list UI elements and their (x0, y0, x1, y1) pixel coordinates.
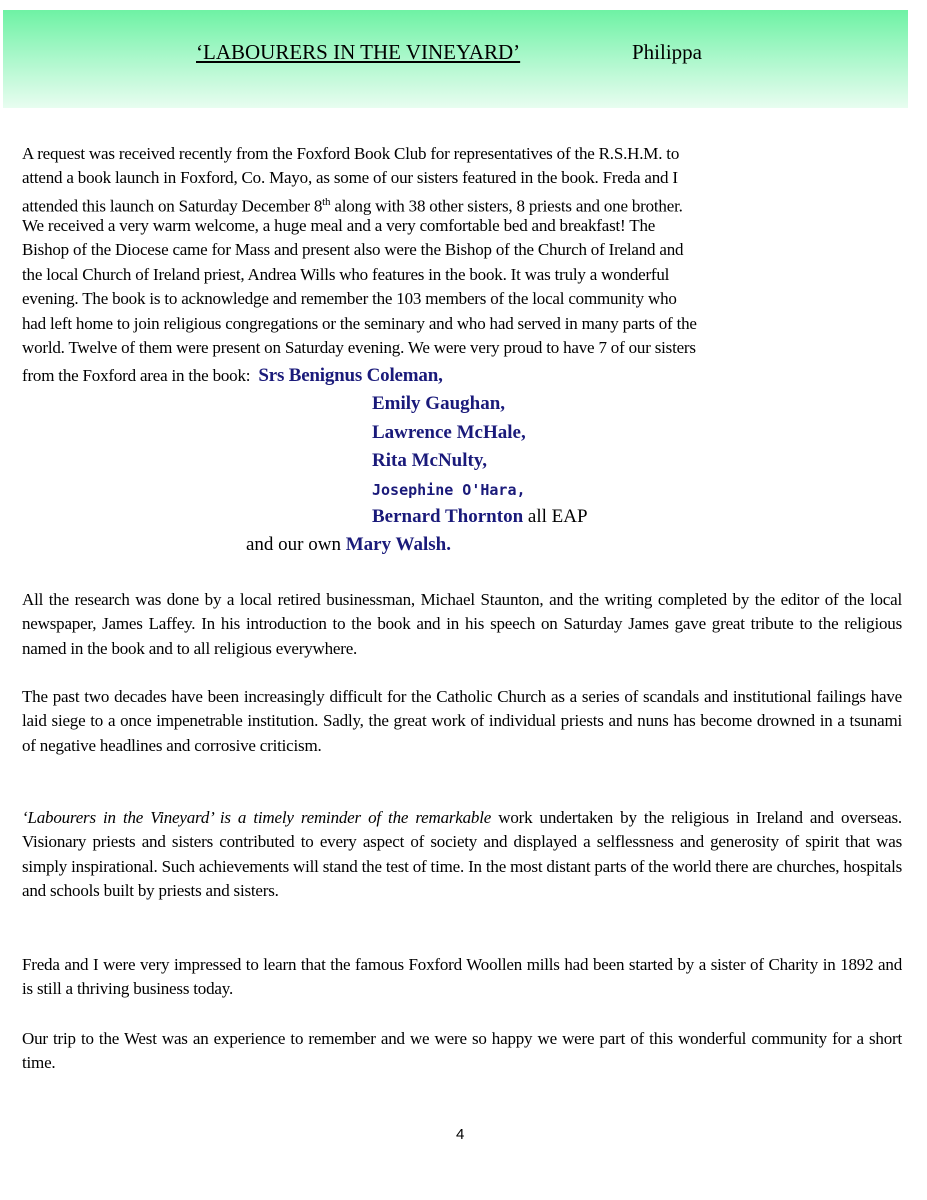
article-title: ‘LABOURERS IN THE VINEYARD’ (196, 40, 521, 64)
sister-name-line (372, 391, 505, 417)
sister-name: Mary Walsh. (345, 534, 451, 555)
closing-paragraph: Our trip to the West was an experience to remember and we were so happy we were part of this wonderful community for a short time. (22, 1029, 902, 1073)
superscript: th (322, 196, 331, 208)
research-paragraph: All the research was done by a local retired businessman, Michael Staunton, and the writing completed by the editor of the local newspaper, James Laffey. In his introduction to the book and in his speech on Saturday James gave great tribute to the religious named in the book and to all religious everywhere. (22, 590, 902, 658)
sister-name-line (372, 448, 487, 474)
sister-name: Bernard Thornton (372, 506, 524, 527)
intro-line: evening. The book is to acknowledge and remember the 103 members of the local community who (22, 289, 677, 308)
sister-name-line (246, 532, 451, 558)
sister-name: Rita McNulty, (372, 450, 488, 471)
sister-name-line (372, 420, 526, 446)
page-number: 4 (456, 1126, 465, 1143)
reminder-text: work undertaken by the religious in Ireland and overseas. Visionary priests and sisters contributed to every aspect of society and displayed a selflessness and generosity of spirit that was simply inspirational. Such achievements will stand the test of time. In the most distant parts of the world there are churches, hospitals and schools built by priests and sisters. (22, 808, 903, 901)
sister-name: Josephine O'Hara, (372, 481, 526, 499)
reminder-paragraph (22, 806, 902, 904)
intro-text: from the Foxford area in the book: (22, 366, 255, 385)
intro-line: attend a book launch in Foxford, Co. Mayo, as some of our sisters featured in the book. Freda and I (22, 168, 678, 187)
intro-line: A request was received recently from the Foxford Book Club for representatives of the R.S.H.M. to (22, 144, 680, 163)
intro-line: the local Church of Ireland priest, Andrea Wills who features in the book. It was truly a wonderful (22, 265, 670, 284)
intro-line: We received a very warm welcome, a huge meal and a very comfortable bed and breakfast! The (22, 216, 656, 235)
decades-paragraph: The past two decades have been increasingly difficult for the Catholic Church as a series of scandals and institutional failings have laid siege to a once impenetrable institution. Sadly, the great work of individual priests and nuns has become drowned in a tsunami of negative headlines and corrosive criticism. (22, 687, 902, 755)
intro-line (22, 364, 902, 388)
article-author: Philippa (632, 40, 703, 64)
woollen-mills-paragraph: Freda and I were very impressed to learn that the famous Foxford Woollen mills had been started by a sister of Charity in 1892 and is still a thriving business today. (22, 955, 902, 999)
sister-name-line (372, 477, 526, 503)
intro-line: world. Twelve of them were present on Saturday evening. We were very proud to have 7 of our sisters (22, 338, 696, 357)
intro-text: along with 38 other sisters, 8 priests and one brother. (330, 196, 683, 216)
intro-line: had left home to join religious congregations or the seminary and who had served in many parts of the (22, 314, 697, 333)
sisters-prefix: Srs (258, 365, 289, 386)
eap-suffix: all EAP (523, 506, 588, 527)
own-prefix: and our own (246, 534, 346, 555)
book-title-italic: ‘Labourers in the Vineyard’ is a timely reminder of the remarkable (22, 808, 492, 827)
sister-name: Emily Gaughan, (372, 393, 506, 414)
sister-name: Benignus Coleman, (288, 365, 443, 386)
sister-name-line (372, 504, 588, 530)
sister-name: Lawrence McHale, (372, 422, 526, 443)
intro-line: Bishop of the Diocese came for Mass and present also were the Bishop of the Church of Ireland and (22, 240, 684, 259)
intro-text: attended this launch on Saturday December 8 (22, 196, 323, 216)
